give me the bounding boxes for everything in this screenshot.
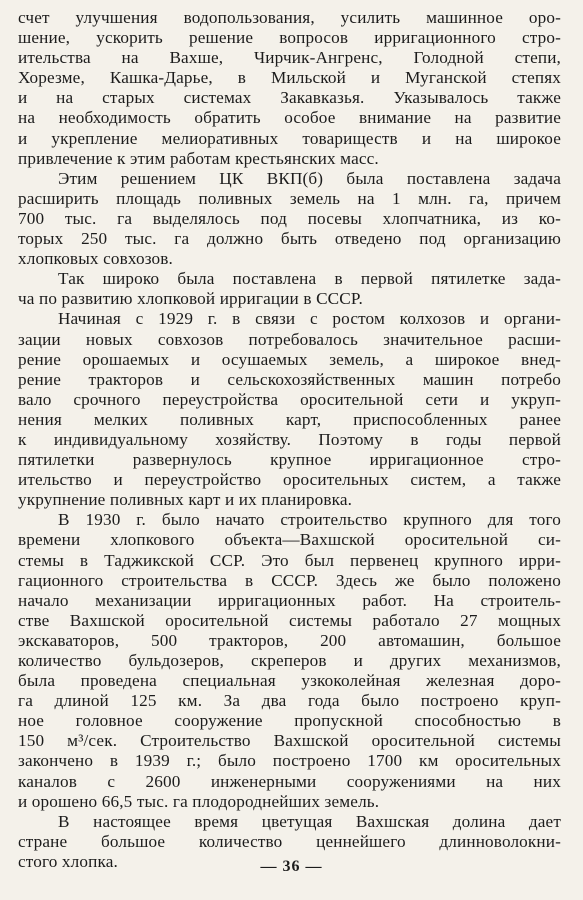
text-line: торых 250 тыс. га должно быть отведено под организацию	[18, 229, 561, 249]
text-line: ительства на Вахше, Чирчик-Ангренс, Голодной степи,	[18, 48, 561, 68]
text-line: экскаваторов, 500 тракторов, 200 автомашин, большое	[18, 630, 561, 650]
text-line: ное головное сооружение пропускной способностью в	[18, 711, 561, 731]
text-line: 700 тыс. га выделялось под посевы хлопчатника, из ко-	[18, 208, 561, 228]
text-line: шение, ускорить решение вопросов ирригационного стро-	[18, 28, 561, 48]
text-line: стране большое количество ценнейшего длинноволокни-	[18, 831, 561, 851]
text-line: зации новых совхозов потребовалось значительное расши-	[18, 329, 561, 349]
text-line: времени хлопкового объекта—Вахшской оросительной си-	[18, 530, 561, 550]
text-line: В настоящее время цветущая Вахшская долина дает	[58, 811, 561, 831]
text-line: В 1930 г. было начато строительство крупного для того	[58, 510, 561, 530]
text-line: гационного строительства в СССР. Здесь же было положено	[18, 570, 561, 590]
paragraph-1	[18, 8, 561, 169]
text-line: вало срочного переустройства оросительной сети и укруп-	[18, 389, 561, 409]
text-line: ча по развитию хлопковой ирригации в СССР.	[18, 289, 363, 309]
text-line: пятилетки развернулось крупное ирригационное стро-	[18, 450, 561, 470]
page-text	[18, 8, 561, 872]
page-number: — 36 —	[260, 858, 323, 875]
text-line: расширить площадь поливных земель на 1 млн. га, причем	[18, 188, 561, 208]
text-line: стве Вахшской оросительной системы работало 27 мощных	[18, 610, 561, 630]
text-line: рение тракторов и сельскохозяйственных машин потребо	[18, 369, 561, 389]
text-line: нения мелких поливных карт, приспособленных ранее	[18, 409, 561, 429]
text-line: Хорезме, Кашка-Дарье, в Мильской и Муганской степях	[18, 68, 561, 88]
text-line: была проведена специальная узкоколейная железная доро-	[18, 671, 561, 691]
paragraph-2	[18, 169, 561, 269]
text-line: укрупнение поливных карт и их планировка.	[18, 490, 353, 510]
text-line: га длиной 125 км. За два года было построено круп-	[18, 691, 561, 711]
text-line: привлечение к этим работам крестьянских масс.	[18, 148, 379, 168]
text-line: и орошено 66,5 тыс. га плодороднейших земель.	[18, 791, 380, 811]
text-line: к индивидуальному хозяйству. Поэтому в годы первой	[18, 429, 561, 449]
paragraph-3	[18, 269, 561, 309]
text-line: Этим решением ЦК ВКП(б) была поставлена задача	[58, 168, 561, 188]
text-line: и укрепление мелиоративных товариществ и на широкое	[18, 128, 561, 148]
text-line: стого хлопка.	[18, 851, 118, 871]
text-line: каналов с 2600 инженерными сооружениями на них	[18, 771, 561, 791]
text-line: Так широко была поставлена в первой пятилетке зада-	[58, 269, 561, 289]
paragraph-4	[18, 309, 561, 510]
text-line: счет улучшения водопользования, усилить машинное оро-	[18, 8, 561, 27]
text-line: начало механизации ирригационных работ. На строитель-	[18, 590, 561, 610]
text-line: рение орошаемых и осушаемых земель, а широкое внед-	[18, 349, 561, 369]
text-line: количество бульдозеров, скреперов и других механизмов,	[18, 651, 561, 670]
text-line: Начиная с 1929 г. в связи с ростом колхозов и органи-	[58, 309, 561, 329]
text-line: хлопковых совхозов.	[18, 249, 174, 269]
text-line: ительство и переустройство оросительных систем, а также	[18, 470, 561, 490]
paragraph-5	[18, 510, 561, 811]
text-line: закончено в 1939 г.; было построено 1700 км оросительных	[18, 751, 561, 771]
text-line: стемы в Таджикской ССР. Это был первенец крупного ирри-	[18, 550, 561, 570]
text-line: на необходимость обратить особое внимание на развитие	[18, 108, 561, 128]
text-line: 150 м³/сек. Строительство Вахшской оросительной системы	[18, 731, 561, 751]
text-line: и на старых системах Закавказья. Указывалось также	[18, 88, 561, 108]
